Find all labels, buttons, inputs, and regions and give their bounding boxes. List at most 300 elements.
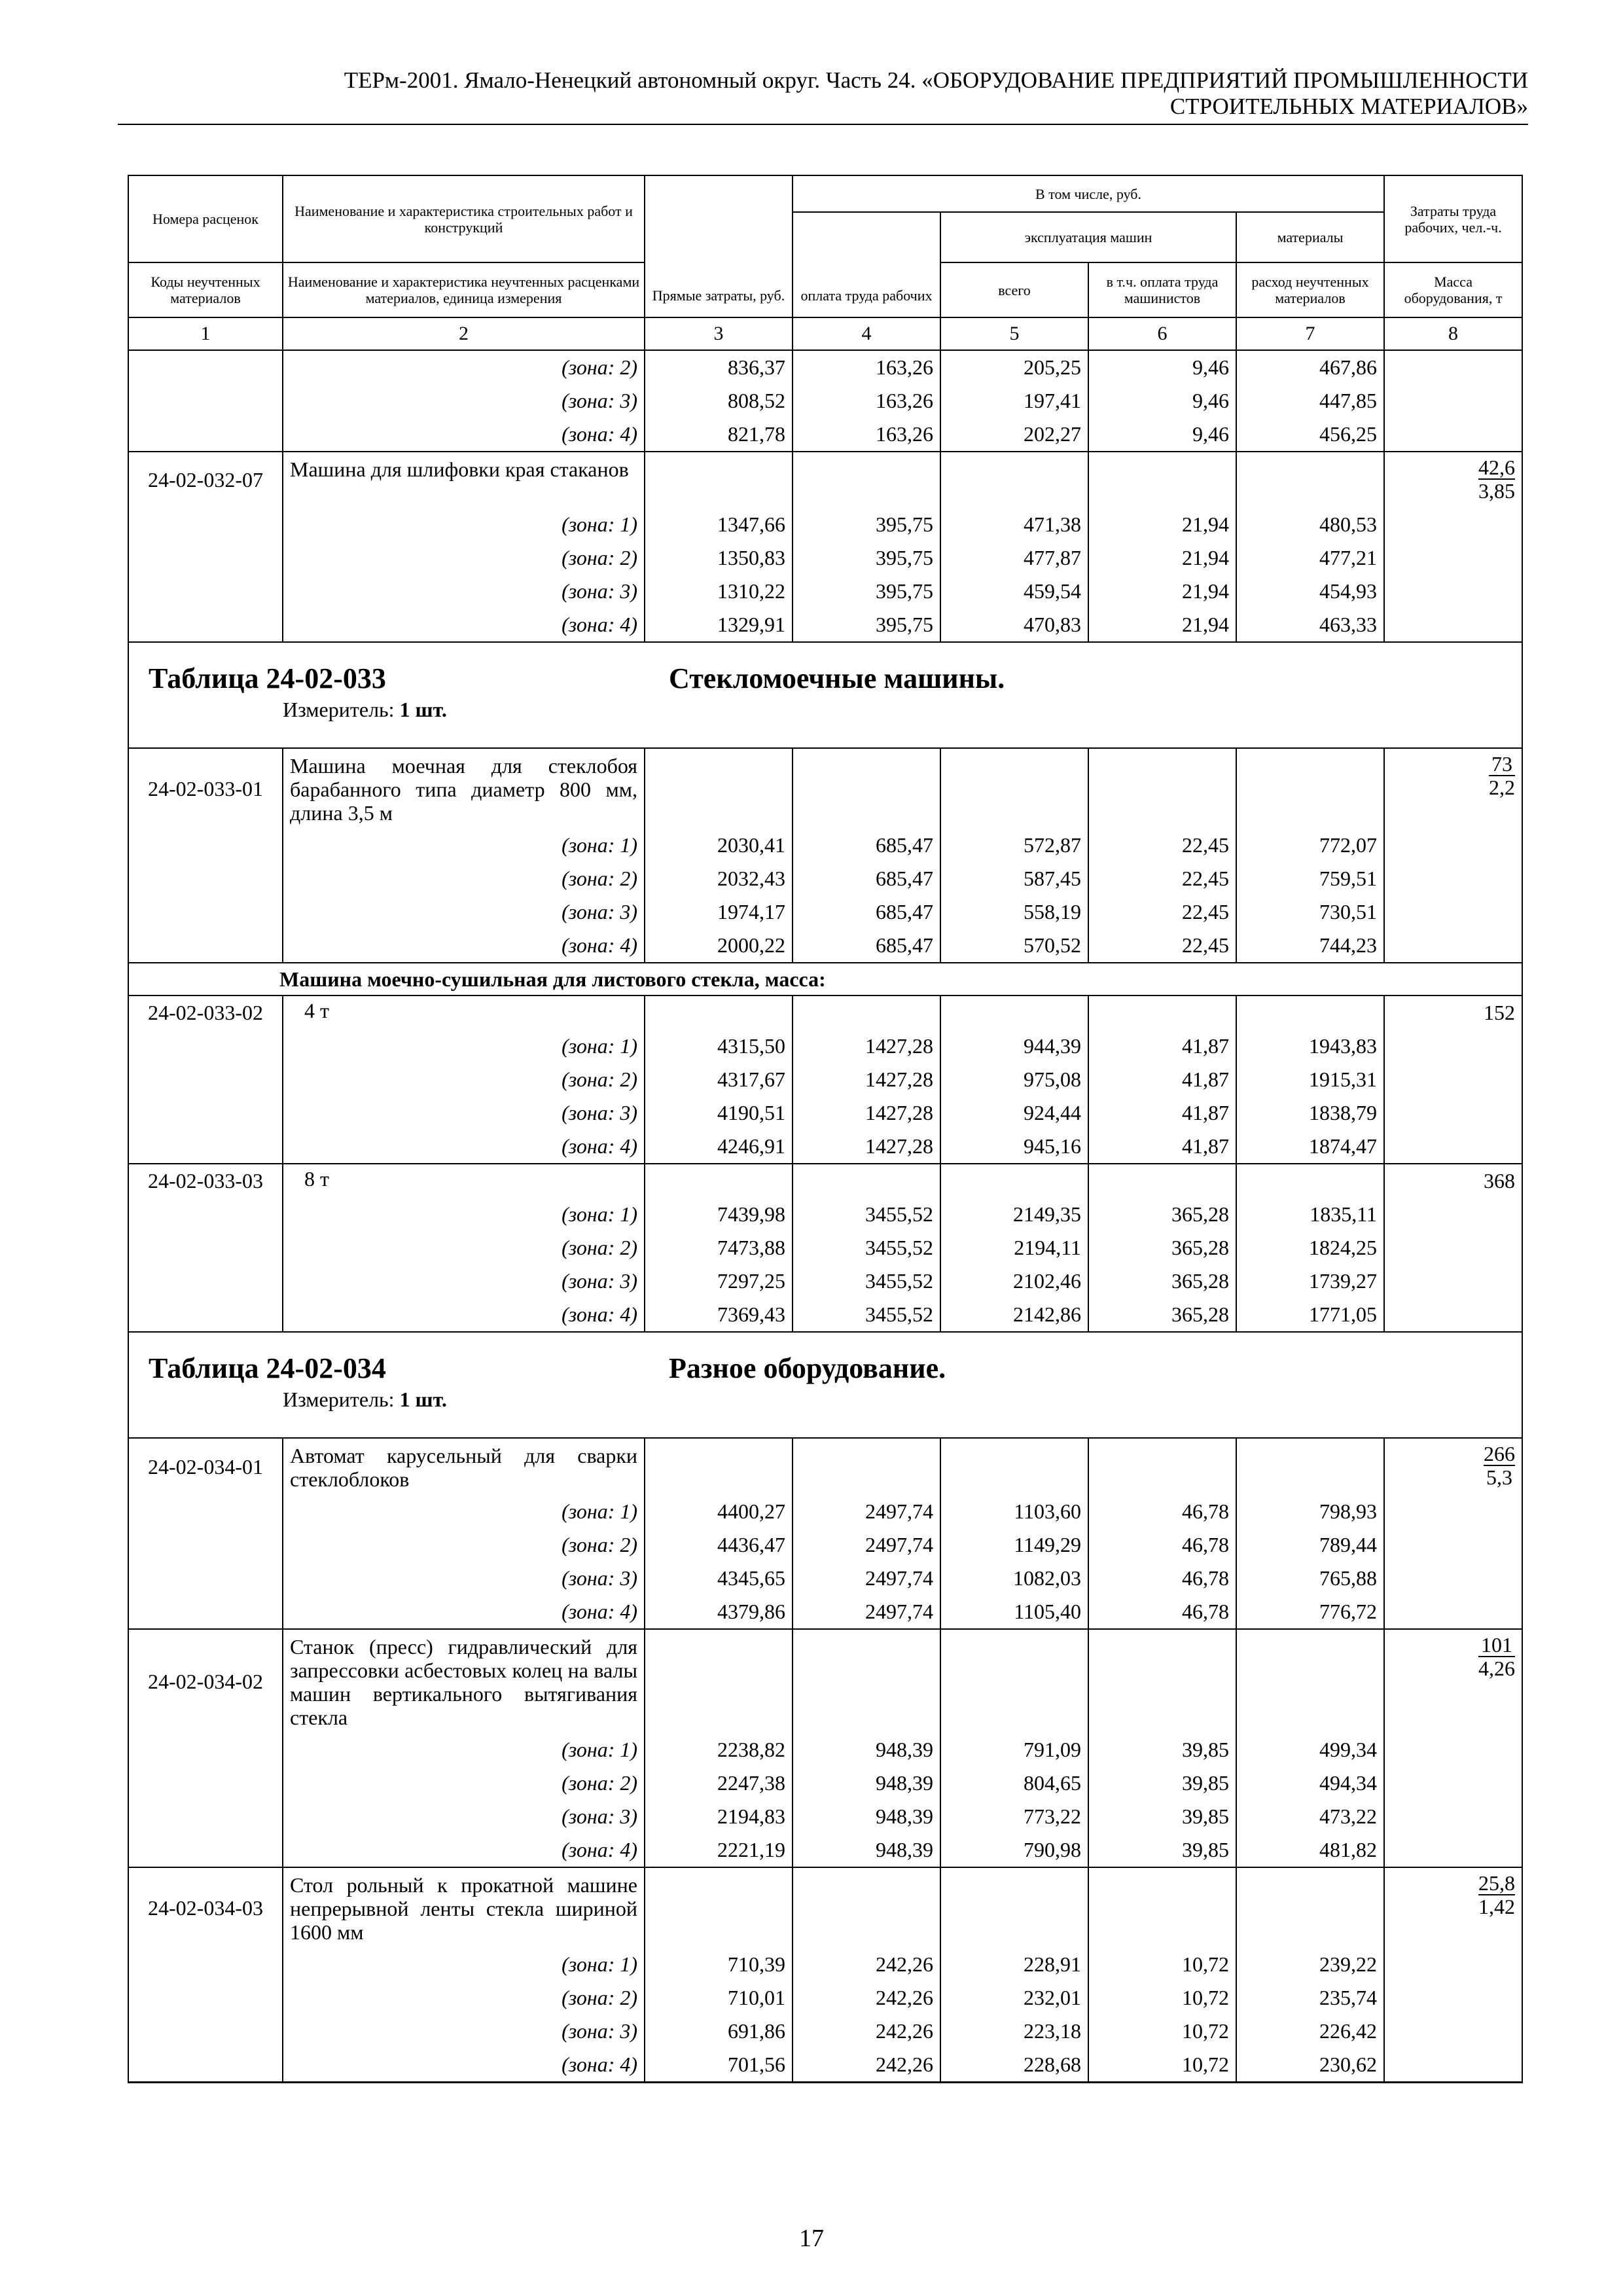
zone-row (128, 1948, 1522, 1981)
zone-row (128, 2048, 1522, 2083)
machinist-pay: 46,78 (1088, 1495, 1236, 1528)
machinist-pay: 22,45 (1088, 929, 1236, 963)
machinist-pay: 10,72 (1088, 2015, 1236, 2048)
zone-label: (зона: 1) (283, 508, 645, 541)
machinist-pay: 41,87 (1088, 1030, 1236, 1063)
entry-head-row (128, 996, 1522, 1030)
labor-mass-fraction (1478, 1872, 1515, 1918)
direct-cost: 2030,41 (645, 829, 793, 862)
col-num: 6 (1088, 317, 1236, 350)
materials-cost: 447,85 (1236, 384, 1384, 418)
mass-value: 3,85 (1478, 479, 1516, 503)
machinist-pay: 22,45 (1088, 829, 1236, 862)
col-num: 7 (1236, 317, 1384, 350)
labor-cost-value: 152 (1484, 1001, 1516, 1024)
header-line-2: СТРОИТЕЛЬНЫХ МАТЕРИАЛОВ» (1169, 94, 1528, 119)
col-materials: материалы (1236, 212, 1384, 262)
zone-row (128, 1528, 1522, 1562)
machines-total: 587,45 (940, 862, 1088, 895)
zone-label: (зона: 3) (283, 895, 645, 929)
labor-pay: 685,47 (793, 895, 940, 929)
labor-pay: 242,26 (793, 1981, 940, 2015)
col-labor-cost: Затраты труда рабочих, чел.-ч. (1384, 175, 1522, 262)
labor-pay: 395,75 (793, 508, 940, 541)
col-num: 4 (793, 317, 940, 350)
zone-label: (зона: 1) (283, 1948, 645, 1981)
zone-row (128, 1231, 1522, 1265)
zone-row (128, 1495, 1522, 1528)
col-name-top: Наименование и характеристика строительных работ и конструкций (283, 175, 645, 262)
machines-total: 773,22 (940, 1800, 1088, 1833)
table-title (149, 1352, 1502, 1385)
zone-label: (зона: 4) (283, 1130, 645, 1164)
labor-mass-fraction (1489, 753, 1515, 798)
labor-mass-fraction (1484, 1443, 1515, 1488)
entry-head-row (128, 1164, 1522, 1198)
subgroup-heading (128, 963, 1522, 996)
labor-pay: 948,39 (793, 1767, 940, 1800)
zone-label: (зона: 2) (283, 1767, 645, 1800)
zone-row (128, 1595, 1522, 1629)
machines-total: 228,68 (940, 2048, 1088, 2083)
entry-code: 24-02-034-02 (128, 1629, 283, 1733)
materials-cost: 463,33 (1236, 608, 1384, 642)
materials-cost: 798,93 (1236, 1495, 1384, 1528)
machinist-pay: 39,85 (1088, 1733, 1236, 1767)
labor-pay: 948,39 (793, 1800, 940, 1833)
machines-total: 232,01 (940, 1981, 1088, 2015)
machines-total: 570,52 (940, 929, 1088, 963)
materials-cost: 789,44 (1236, 1528, 1384, 1562)
materials-cost: 480,53 (1236, 508, 1384, 541)
zone-label: (зона: 1) (283, 1495, 645, 1528)
machinist-pay: 41,87 (1088, 1063, 1236, 1096)
materials-cost: 1824,25 (1236, 1231, 1384, 1265)
header-rule (118, 124, 1528, 125)
machines-total: 572,87 (940, 829, 1088, 862)
zone-row (128, 2015, 1522, 2048)
measure-unit (149, 1385, 1502, 1414)
zone-label: (зона: 3) (283, 2015, 645, 2048)
zone-row (128, 929, 1522, 963)
materials-cost: 1739,27 (1236, 1265, 1384, 1298)
zone-row (128, 508, 1522, 541)
col-codes-top: Номера расценок (128, 175, 283, 262)
direct-cost: 2032,43 (645, 862, 793, 895)
zone-label: (зона: 2) (283, 862, 645, 895)
labor-pay: 685,47 (793, 929, 940, 963)
zone-label: (зона: 1) (283, 1198, 645, 1231)
entry-24-02-034-01 (128, 1438, 1522, 1629)
zone-label: (зона: 4) (283, 1595, 645, 1629)
entry-name: Стол рольный к прокатной машине непрерывной ленты стекла шириной 1600 мм (283, 1867, 645, 1948)
labor-pay: 3455,52 (793, 1198, 940, 1231)
machinist-pay: 9,46 (1088, 418, 1236, 452)
machinist-pay: 21,94 (1088, 541, 1236, 575)
machinist-pay: 39,85 (1088, 1800, 1236, 1833)
direct-cost: 7473,88 (645, 1231, 793, 1265)
measure-value: 1 шт. (399, 698, 447, 721)
zone-label: (зона: 4) (283, 2048, 645, 2083)
zone-label: (зона: 4) (283, 1298, 645, 1332)
entry-name: 8 т (283, 1164, 645, 1198)
labor-pay: 2497,74 (793, 1595, 940, 1629)
direct-cost: 2221,19 (645, 1833, 793, 1867)
labor-pay: 3455,52 (793, 1298, 940, 1332)
table-label: Таблица 24-02-033 (149, 662, 386, 694)
labor-cost-value: 73 (1489, 753, 1515, 776)
mass-value: 4,26 (1478, 1657, 1516, 1680)
zone-row (128, 384, 1522, 418)
labor-pay: 163,26 (793, 350, 940, 384)
entry-24-02-032-07 (128, 452, 1522, 642)
materials-cost: 1874,47 (1236, 1130, 1384, 1164)
zone-label: (зона: 3) (283, 1800, 645, 1833)
col-num: 2 (283, 317, 645, 350)
direct-cost: 4315,50 (645, 1030, 793, 1063)
machines-total: 1082,03 (940, 1562, 1088, 1595)
machines-total: 471,38 (940, 508, 1088, 541)
zone-row (128, 1833, 1522, 1867)
measure-label: Измеритель: (283, 1388, 395, 1411)
zone-label: (зона: 2) (283, 1528, 645, 1562)
table-name: Разное оборудование. (669, 1352, 946, 1384)
machinist-pay: 9,46 (1088, 350, 1236, 384)
labor-pay: 1427,28 (793, 1030, 940, 1063)
direct-cost: 4379,86 (645, 1595, 793, 1629)
entry-24-02-034-03 (128, 1867, 1522, 2083)
zone-row (128, 418, 1522, 452)
machinist-pay: 10,72 (1088, 1981, 1236, 2015)
materials-cost: 481,82 (1236, 1833, 1384, 1867)
direct-cost: 710,01 (645, 1981, 793, 2015)
entry-code: 24-02-034-03 (128, 1867, 283, 1948)
direct-cost: 7369,43 (645, 1298, 793, 1332)
machines-total: 791,09 (940, 1733, 1088, 1767)
zone-label: (зона: 3) (283, 1096, 645, 1130)
labor-pay: 395,75 (793, 608, 940, 642)
direct-cost: 7297,25 (645, 1265, 793, 1298)
entry-labor-mass (1384, 996, 1522, 1030)
machines-total: 804,65 (940, 1767, 1088, 1800)
machines-total: 2149,35 (940, 1198, 1088, 1231)
machines-total: 2194,11 (940, 1231, 1088, 1265)
entry-labor-mass (1384, 1438, 1522, 1495)
machinist-pay: 21,94 (1088, 608, 1236, 642)
labor-mass-fraction (1478, 1634, 1515, 1679)
col-materials-use: расход неучтенных материалов (1236, 262, 1384, 317)
materials-cost: 1835,11 (1236, 1198, 1384, 1231)
direct-cost: 691,86 (645, 2015, 793, 2048)
machines-total: 945,16 (940, 1130, 1088, 1164)
machinist-pay: 10,72 (1088, 2048, 1236, 2083)
labor-cost-value: 368 (1484, 1169, 1516, 1193)
mass-value: 5,3 (1486, 1465, 1513, 1489)
col-num: 1 (128, 317, 283, 350)
zone-row (128, 541, 1522, 575)
machines-total: 223,18 (940, 2015, 1088, 2048)
entry-head-row (128, 1867, 1522, 1948)
direct-cost: 7439,98 (645, 1198, 793, 1231)
machinist-pay: 365,28 (1088, 1265, 1236, 1298)
machinist-pay: 365,28 (1088, 1198, 1236, 1231)
zone-row (128, 1198, 1522, 1231)
materials-cost: 1838,79 (1236, 1096, 1384, 1130)
entry-24-02-033-03 (128, 1164, 1522, 1332)
machines-total: 470,83 (940, 608, 1088, 642)
labor-mass-fraction (1478, 456, 1515, 502)
entry-24-02-033-02 (128, 996, 1522, 1164)
zone-label: (зона: 3) (283, 1562, 645, 1595)
machinist-pay: 9,46 (1088, 384, 1236, 418)
machines-total: 202,27 (940, 418, 1088, 452)
machines-total: 924,44 (940, 1096, 1088, 1130)
direct-cost: 4345,65 (645, 1562, 793, 1595)
machines-total: 558,19 (940, 895, 1088, 929)
direct-cost: 1329,91 (645, 608, 793, 642)
labor-pay: 2497,74 (793, 1495, 940, 1528)
direct-cost: 821,78 (645, 418, 793, 452)
direct-cost: 808,52 (645, 384, 793, 418)
page-header (118, 67, 1528, 120)
machinist-pay: 365,28 (1088, 1231, 1236, 1265)
entry-labor-mass (1384, 1867, 1522, 1948)
zone-row (128, 575, 1522, 608)
zone-row (128, 1030, 1522, 1063)
machinist-pay: 41,87 (1088, 1096, 1236, 1130)
zone-row (128, 1130, 1522, 1164)
zone-label: (зона: 4) (283, 929, 645, 963)
labor-pay: 395,75 (793, 575, 940, 608)
machinist-pay: 365,28 (1088, 1298, 1236, 1332)
labor-pay: 242,26 (793, 2048, 940, 2083)
machines-total: 790,98 (940, 1833, 1088, 1867)
entry-code: 24-02-033-03 (128, 1164, 283, 1198)
col-incl: В том числе, руб. (793, 175, 1384, 212)
direct-cost: 4400,27 (645, 1495, 793, 1528)
direct-cost: 710,39 (645, 1948, 793, 1981)
entry-labor-mass (1384, 1629, 1522, 1733)
entry-code: 24-02-034-01 (128, 1438, 283, 1495)
col-total: всего (940, 262, 1088, 317)
machinist-pay: 39,85 (1088, 1833, 1236, 1867)
zone-row (128, 350, 1522, 384)
machinist-pay: 10,72 (1088, 1948, 1236, 1981)
machines-total: 197,41 (940, 384, 1088, 418)
labor-cost-value: 25,8 (1478, 1871, 1516, 1895)
zone-row (128, 1298, 1522, 1332)
entry-head-row (128, 748, 1522, 829)
entry-name: Автомат карусельный для сварки стеклоблоков (283, 1438, 645, 1495)
materials-cost: 230,62 (1236, 2048, 1384, 2083)
subgroup-title: Машина моечно-сушильная для листового стекла, масса: (128, 963, 1522, 996)
materials-cost: 499,34 (1236, 1733, 1384, 1767)
zone-label: (зона: 1) (283, 1030, 645, 1063)
direct-cost: 1350,83 (645, 541, 793, 575)
labor-pay: 163,26 (793, 418, 940, 452)
labor-pay: 1427,28 (793, 1096, 940, 1130)
direct-cost: 4436,47 (645, 1528, 793, 1562)
entry-code: 24-02-033-01 (128, 748, 283, 829)
materials-cost: 730,51 (1236, 895, 1384, 929)
entry-labor-mass (1384, 748, 1522, 829)
labor-pay: 948,39 (793, 1733, 940, 1767)
machines-total: 1103,60 (940, 1495, 1088, 1528)
header-line-1: ТЕРм-2001. Ямало-Ненецкий автономный округ. Часть 24. «ОБОРУДОВАНИЕ ПРЕДПРИЯТИЙ ПРОМЫШЛЕННОСТИ (344, 67, 1528, 93)
zone-label: (зона: 1) (283, 1733, 645, 1767)
machines-total: 2102,46 (940, 1265, 1088, 1298)
col-codes-bottom: Коды неучтенных материалов (128, 262, 283, 317)
entry-name: Станок (пресс) гидравлический для запрессовки асбестовых колец на валы машин вертикального вытягивания стекла (283, 1629, 645, 1733)
machines-total: 944,39 (940, 1030, 1088, 1063)
zone-label: (зона: 2) (283, 1063, 645, 1096)
zone-row (128, 1733, 1522, 1767)
zone-label: (зона: 3) (283, 575, 645, 608)
labor-pay: 1427,28 (793, 1063, 940, 1096)
materials-cost: 776,72 (1236, 1595, 1384, 1629)
materials-cost: 1943,83 (1236, 1030, 1384, 1063)
machines-total: 2142,86 (940, 1298, 1088, 1332)
price-grid (128, 175, 1523, 2083)
materials-cost: 759,51 (1236, 862, 1384, 895)
zone-row (128, 1800, 1522, 1833)
mass-value: 1,42 (1478, 1895, 1516, 1918)
materials-cost: 239,22 (1236, 1948, 1384, 1981)
measure-unit (149, 695, 1502, 724)
entry-name: 4 т (283, 996, 645, 1030)
mass-value: 2,2 (1489, 776, 1516, 799)
zone-label: (зона: 4) (283, 608, 645, 642)
materials-cost: 226,42 (1236, 2015, 1384, 2048)
entry-labor-mass (1384, 452, 1522, 508)
col-num: 8 (1384, 317, 1522, 350)
machines-total: 1105,40 (940, 1595, 1088, 1629)
labor-pay: 242,26 (793, 1948, 940, 1981)
labor-pay: 685,47 (793, 862, 940, 895)
machinist-pay: 39,85 (1088, 1767, 1236, 1800)
col-num: 5 (940, 317, 1088, 350)
labor-pay: 3455,52 (793, 1265, 940, 1298)
zone-label: (зона: 3) (283, 384, 645, 418)
materials-cost: 456,25 (1236, 418, 1384, 452)
labor-pay: 395,75 (793, 541, 940, 575)
materials-cost: 473,22 (1236, 1800, 1384, 1833)
machines-total: 205,25 (940, 350, 1088, 384)
direct-cost: 4317,67 (645, 1063, 793, 1096)
entry-name: Машина для шлифовки края стаканов (283, 452, 645, 508)
zone-row (128, 1767, 1522, 1800)
machines-total: 975,08 (940, 1063, 1088, 1096)
materials-cost: 1771,05 (1236, 1298, 1384, 1332)
zone-label: (зона: 3) (283, 1265, 645, 1298)
direct-cost: 836,37 (645, 350, 793, 384)
zone-row (128, 608, 1522, 642)
machinist-pay: 21,94 (1088, 508, 1236, 541)
zone-row (128, 1265, 1522, 1298)
col-machines: эксплуатация машин (940, 212, 1236, 262)
labor-pay: 163,26 (793, 384, 940, 418)
materials-cost: 235,74 (1236, 1981, 1384, 2015)
labor-cost-value: 266 (1484, 1442, 1516, 1465)
machinist-pay: 46,78 (1088, 1528, 1236, 1562)
direct-cost: 1310,22 (645, 575, 793, 608)
labor-cost-value: 101 (1478, 1634, 1515, 1657)
labor-pay: 2497,74 (793, 1528, 940, 1562)
zone-label: (зона: 2) (283, 1231, 645, 1265)
table-24-02-033-heading (128, 642, 1522, 748)
direct-cost: 2194,83 (645, 1800, 793, 1833)
table-title (149, 662, 1502, 695)
col-incl-labor: в т.ч. оплата труда машинистов (1088, 262, 1236, 317)
direct-cost: 701,56 (645, 2048, 793, 2083)
entry-name: Машина моечная для стеклобоя барабанного типа диаметр 800 мм, длина 3,5 м (283, 748, 645, 829)
entry-code: 24-02-032-07 (128, 452, 283, 508)
zone-row (128, 1981, 1522, 2015)
machines-total: 477,87 (940, 541, 1088, 575)
zone-label: (зона: 4) (283, 418, 645, 452)
materials-cost: 494,34 (1236, 1767, 1384, 1800)
materials-cost: 772,07 (1236, 829, 1384, 862)
page-number: 17 (799, 2225, 824, 2252)
zone-label: (зона: 2) (283, 541, 645, 575)
direct-cost: 2238,82 (645, 1733, 793, 1767)
col-direct: Прямые затраты, руб. (645, 175, 793, 317)
machinist-pay: 22,45 (1088, 895, 1236, 929)
zone-row (128, 895, 1522, 929)
entry-head-row (128, 1438, 1522, 1495)
zone-label: (зона: 4) (283, 1833, 645, 1867)
col-name-bottom: Наименование и характеристика неучтенных расценками материалов, единица измерения (283, 262, 645, 317)
table-name: Стекломоечные машины. (669, 662, 1005, 694)
measure-label: Измеритель: (283, 698, 395, 721)
materials-cost: 744,23 (1236, 929, 1384, 963)
zone-label: (зона: 2) (283, 350, 645, 384)
col-mass: Масса оборудования, т (1384, 262, 1522, 317)
table-label: Таблица 24-02-034 (149, 1352, 386, 1384)
labor-pay: 2497,74 (793, 1562, 940, 1595)
direct-cost: 2247,38 (645, 1767, 793, 1800)
direct-cost: 2000,22 (645, 929, 793, 963)
labor-pay: 3455,52 (793, 1231, 940, 1265)
table-head (128, 175, 1522, 350)
zone-label: (зона: 1) (283, 829, 645, 862)
entry-code: 24-02-033-02 (128, 996, 283, 1030)
entry-labor-mass (1384, 1164, 1522, 1198)
entry-24-02-033-01 (128, 748, 1522, 963)
zone-row (128, 1063, 1522, 1096)
labor-pay: 948,39 (793, 1833, 940, 1867)
machines-total: 459,54 (940, 575, 1088, 608)
zone-row (128, 862, 1522, 895)
entry-head-row (128, 452, 1522, 508)
direct-cost: 4190,51 (645, 1096, 793, 1130)
zone-label: (зона: 2) (283, 1981, 645, 2015)
machinist-pay: 46,78 (1088, 1595, 1236, 1629)
entry-head-row (128, 1629, 1522, 1733)
materials-cost: 454,93 (1236, 575, 1384, 608)
materials-cost: 1915,31 (1236, 1063, 1384, 1096)
machinist-pay: 46,78 (1088, 1562, 1236, 1595)
direct-cost: 1974,17 (645, 895, 793, 929)
materials-cost: 477,21 (1236, 541, 1384, 575)
materials-cost: 765,88 (1236, 1562, 1384, 1595)
labor-pay: 242,26 (793, 2015, 940, 2048)
machines-total: 1149,29 (940, 1528, 1088, 1562)
labor-pay: 685,47 (793, 829, 940, 862)
direct-cost: 4246,91 (645, 1130, 793, 1164)
price-table (128, 175, 1522, 2083)
machinist-pay: 22,45 (1088, 862, 1236, 895)
